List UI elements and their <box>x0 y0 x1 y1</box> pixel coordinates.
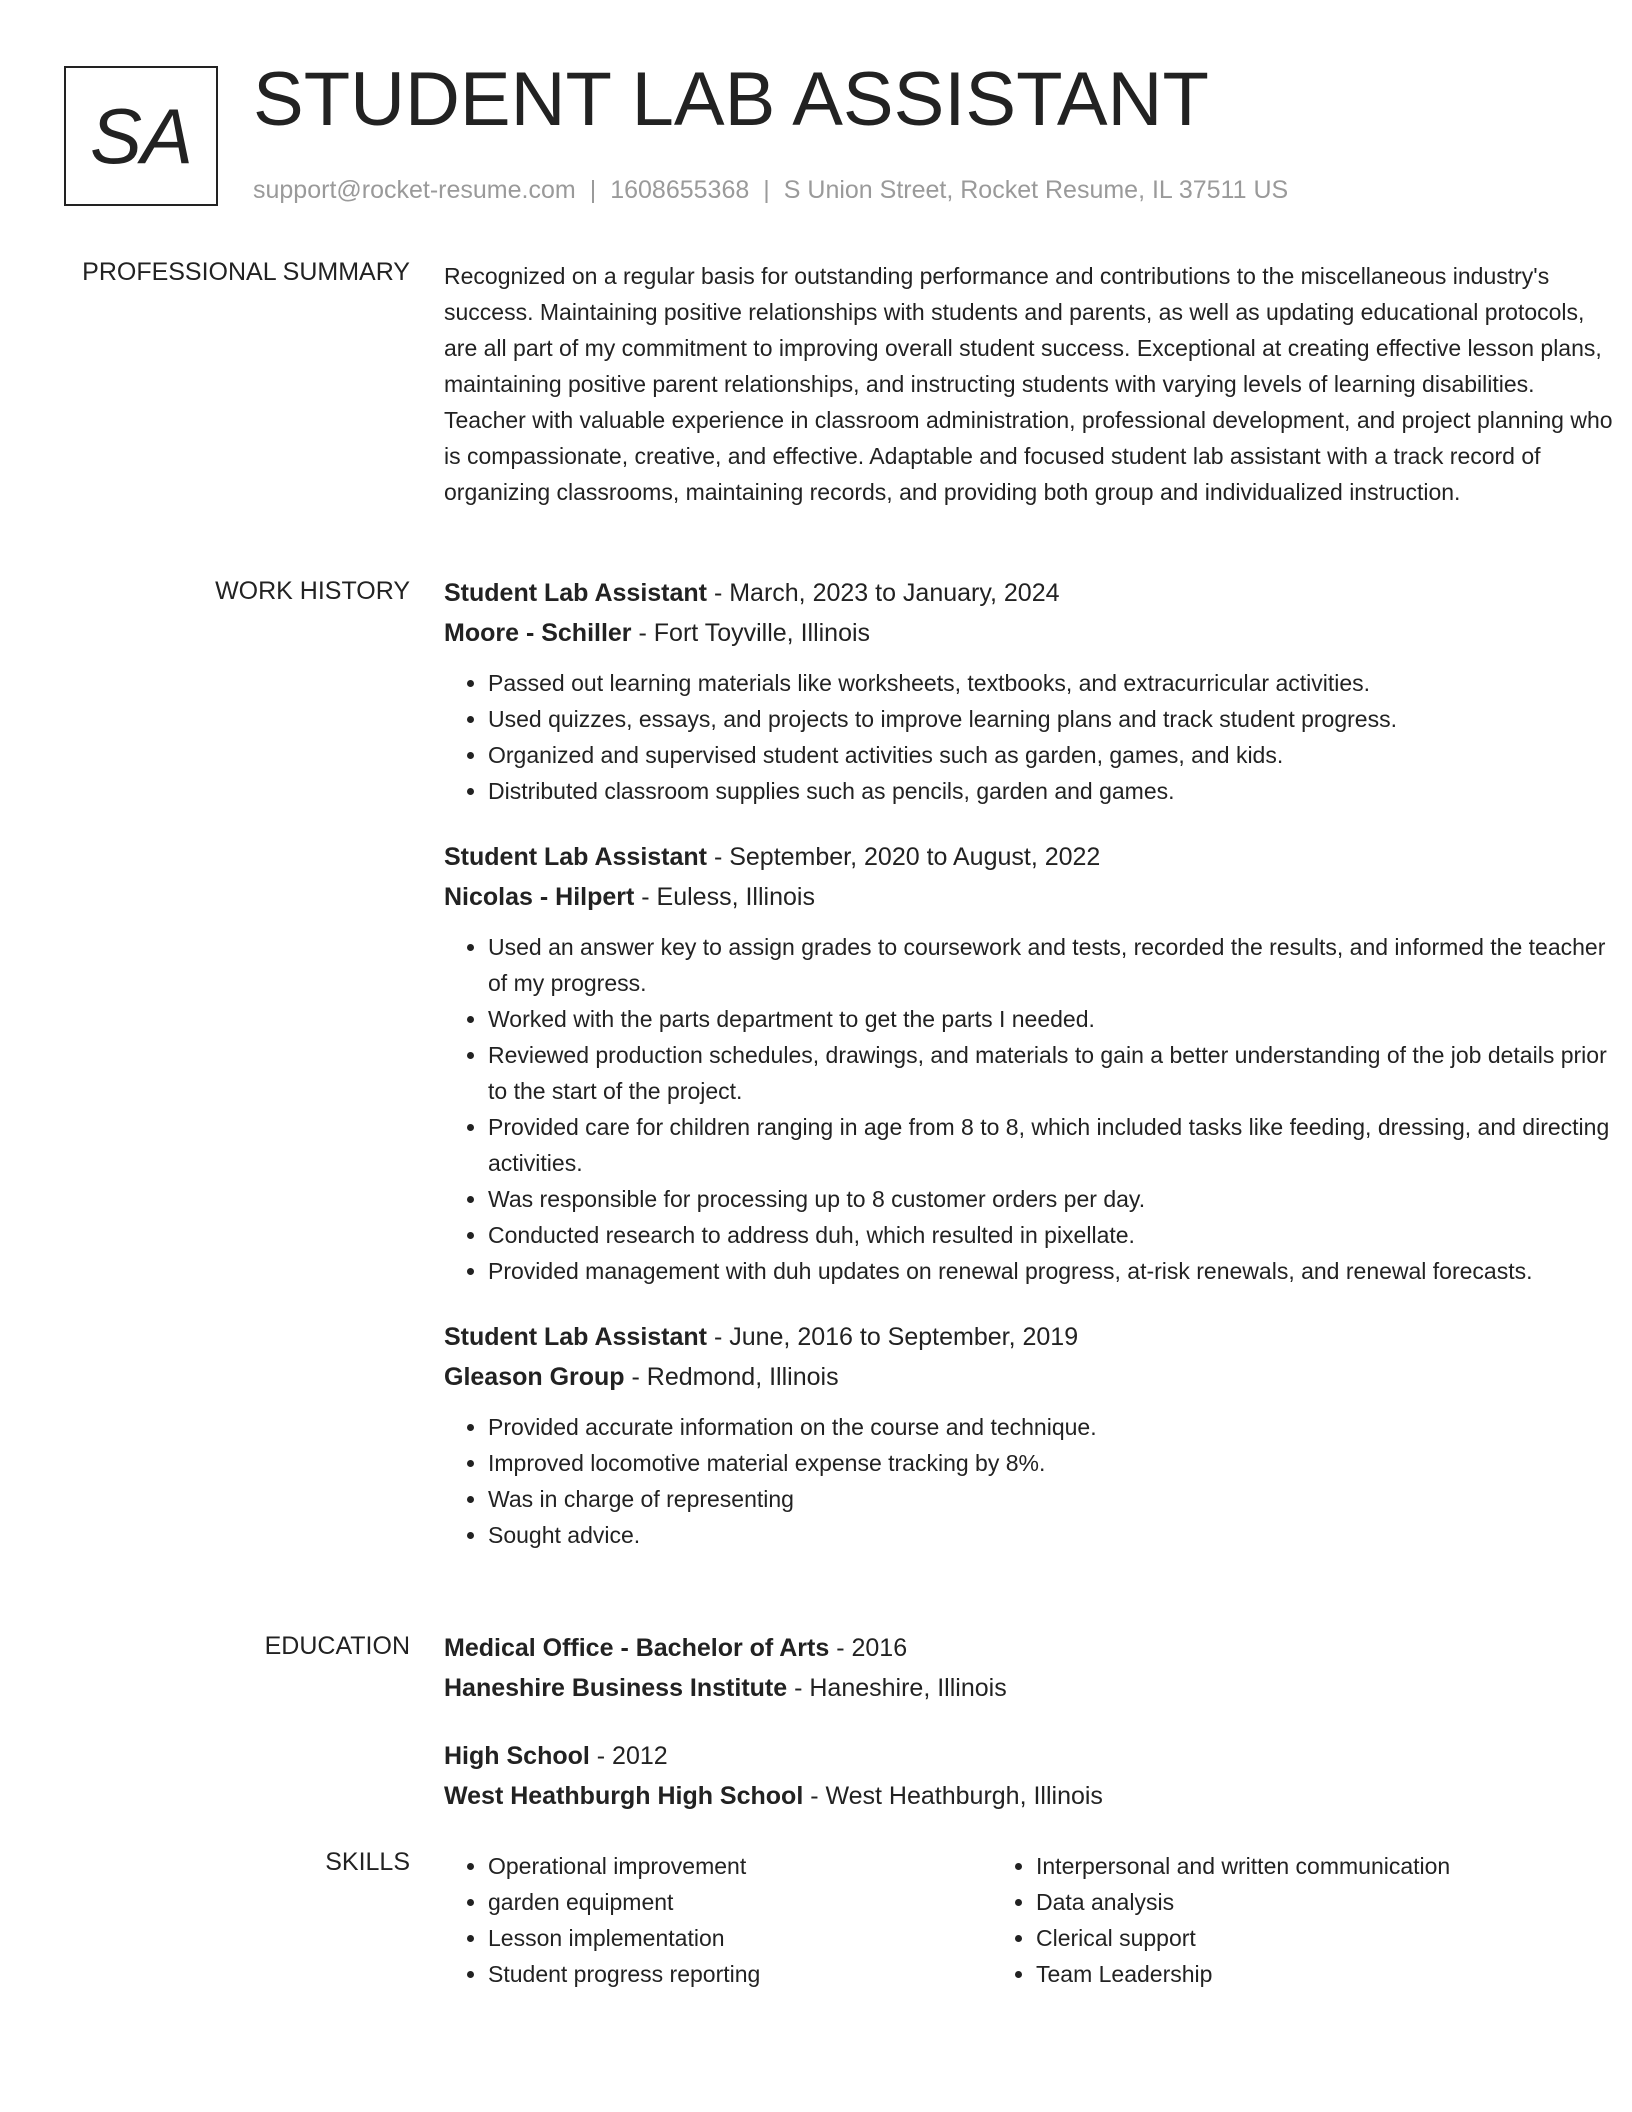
education-school-line <box>444 1776 1620 1816</box>
job-bullets <box>444 1409 1620 1553</box>
skill-item: • Clerical support <box>1036 1920 1540 1956</box>
job-bullet: • Provided accurate information on the course and technique. <box>488 1409 1620 1445</box>
skills-column-right <box>992 1848 1540 1992</box>
resume-header <box>64 57 1564 210</box>
job-company: Moore - Schiller <box>444 619 632 647</box>
job-title: Student Lab Assistant <box>444 1323 707 1351</box>
job-bullet: • Sought advice. <box>488 1517 1620 1553</box>
job-title-line <box>444 837 1620 877</box>
education-degree: Medical Office - Bachelor of Arts <box>444 1634 830 1662</box>
job-location: - Redmond, Illinois <box>624 1363 839 1391</box>
job-company: Nicolas - Hilpert <box>444 883 635 911</box>
contact-separator: | <box>589 176 597 204</box>
job-dates: - June, 2016 to September, 2019 <box>707 1323 1079 1351</box>
job-bullet: • Used an answer key to assign grades to coursework and tests, recorded the results, and informed the teacher of my progress. <box>488 929 1620 1001</box>
contact-line <box>253 176 1288 205</box>
education-heading: EDUCATION <box>264 1632 410 1660</box>
job-dates: - September, 2020 to August, 2022 <box>707 843 1101 871</box>
job-bullet: • Improved locomotive material expense tracking by 8%. <box>488 1445 1620 1481</box>
education-school: West Heathburgh High School <box>444 1782 804 1810</box>
job-bullet: • Provided management with duh updates on renewal progress, at-risk renewals, and renewal forecasts. <box>488 1253 1620 1289</box>
summary-heading: PROFESSIONAL SUMMARY <box>82 258 410 286</box>
skill-item: • Student progress reporting <box>488 1956 992 1992</box>
job-bullet: • Passed out learning materials like worksheets, textbooks, and extracurricular activities. <box>488 665 1620 701</box>
job-location: - Fort Toyville, Illinois <box>631 619 871 647</box>
job-bullet: • Was responsible for processing up to 8 customer orders per day. <box>488 1181 1620 1217</box>
job-bullet: • Conducted research to address duh, which resulted in pixellate. <box>488 1217 1620 1253</box>
education-location: - Haneshire, Illinois <box>787 1674 1007 1702</box>
job-company-line <box>444 1357 1620 1397</box>
skill-item: • Data analysis <box>1036 1884 1540 1920</box>
skills-columns <box>444 1848 1620 1992</box>
education-school: Haneshire Business Institute <box>444 1674 788 1702</box>
skills-heading: SKILLS <box>325 1848 410 1876</box>
resume-title: STUDENT LAB ASSISTANT <box>253 57 1209 142</box>
job-company-line <box>444 877 1620 917</box>
contact-email: support@rocket-resume.com <box>253 176 576 204</box>
job-bullets <box>444 665 1620 809</box>
education-year: - 2012 <box>589 1742 668 1770</box>
education-entry <box>444 1736 1620 1816</box>
job-bullet: • Distributed classroom supplies such as pencils, garden and games. <box>488 773 1620 809</box>
job-bullet: • Provided care for children ranging in age from 8 to 8, which included tasks like feeding, dressing, and directing activities. <box>488 1109 1620 1181</box>
work-history-heading: WORK HISTORY <box>215 577 410 605</box>
education-degree: High School <box>444 1742 590 1770</box>
jobs-list <box>444 573 1620 1581</box>
job-bullets <box>444 929 1620 1289</box>
skill-item: • garden equipment <box>488 1884 992 1920</box>
job-company-line <box>444 613 1620 653</box>
job-bullet: • Worked with the parts department to get the parts I needed. <box>488 1001 1620 1037</box>
skill-item: • Interpersonal and written communication <box>1036 1848 1540 1884</box>
education-entry <box>444 1628 1620 1708</box>
job-title: Student Lab Assistant <box>444 843 707 871</box>
job-entry <box>444 1317 1620 1553</box>
job-company: Gleason Group <box>444 1363 625 1391</box>
job-bullet: • Was in charge of representing <box>488 1481 1620 1517</box>
skill-item: • Team Leadership <box>1036 1956 1540 1992</box>
education-year: - 2016 <box>829 1634 908 1662</box>
education-degree-line <box>444 1628 1620 1668</box>
contact-address: S Union Street, Rocket Resume, IL 37511 US <box>783 176 1289 204</box>
job-bullet: • Organized and supervised student activities such as garden, games, and kids. <box>488 737 1620 773</box>
education-school-line <box>444 1668 1620 1708</box>
job-title-line <box>444 573 1620 613</box>
skill-item: • Operational improvement <box>488 1848 992 1884</box>
education-location: - West Heathburgh, Illinois <box>803 1782 1103 1810</box>
job-entry <box>444 837 1620 1289</box>
contact-separator: | <box>763 176 770 204</box>
summary-text: Recognized on a regular basis for outstanding performance and contributions to the miscellaneous industry's success. Maintaining positive relationships with students and parents, as well as updating educational protocols, are all part of my commitment to improving overall student success. Exceptional at creating effective lesson plans, maintaining positive parent relationships, and instructing students with varying levels of learning disabilities. Teacher with valuable experience in classroom administration, professional development, and project planning who is compassionate, creative, and effective. Adaptable and focused student lab assistant with a track record of organizing classrooms, maintaining records, and providing both group and individualized instruction. <box>444 263 1613 505</box>
skills-column-left <box>444 1848 992 1992</box>
job-title: Student Lab Assistant <box>444 579 707 607</box>
job-location: - Euless, Illinois <box>634 883 815 911</box>
job-title-line <box>444 1317 1620 1357</box>
job-dates: - March, 2023 to January, 2024 <box>707 579 1060 607</box>
education-degree-line <box>444 1736 1620 1776</box>
contact-phone: 1608655368 <box>610 176 750 204</box>
job-entry <box>444 573 1620 809</box>
job-bullet: • Used quizzes, essays, and projects to improve learning plans and track student progress. <box>488 701 1620 737</box>
skill-item: • Lesson implementation <box>488 1920 992 1956</box>
monogram-logo: SA <box>64 66 218 206</box>
job-bullet: • Reviewed production schedules, drawings, and materials to gain a better understanding of the job details prior to the start of the project. <box>488 1037 1620 1109</box>
